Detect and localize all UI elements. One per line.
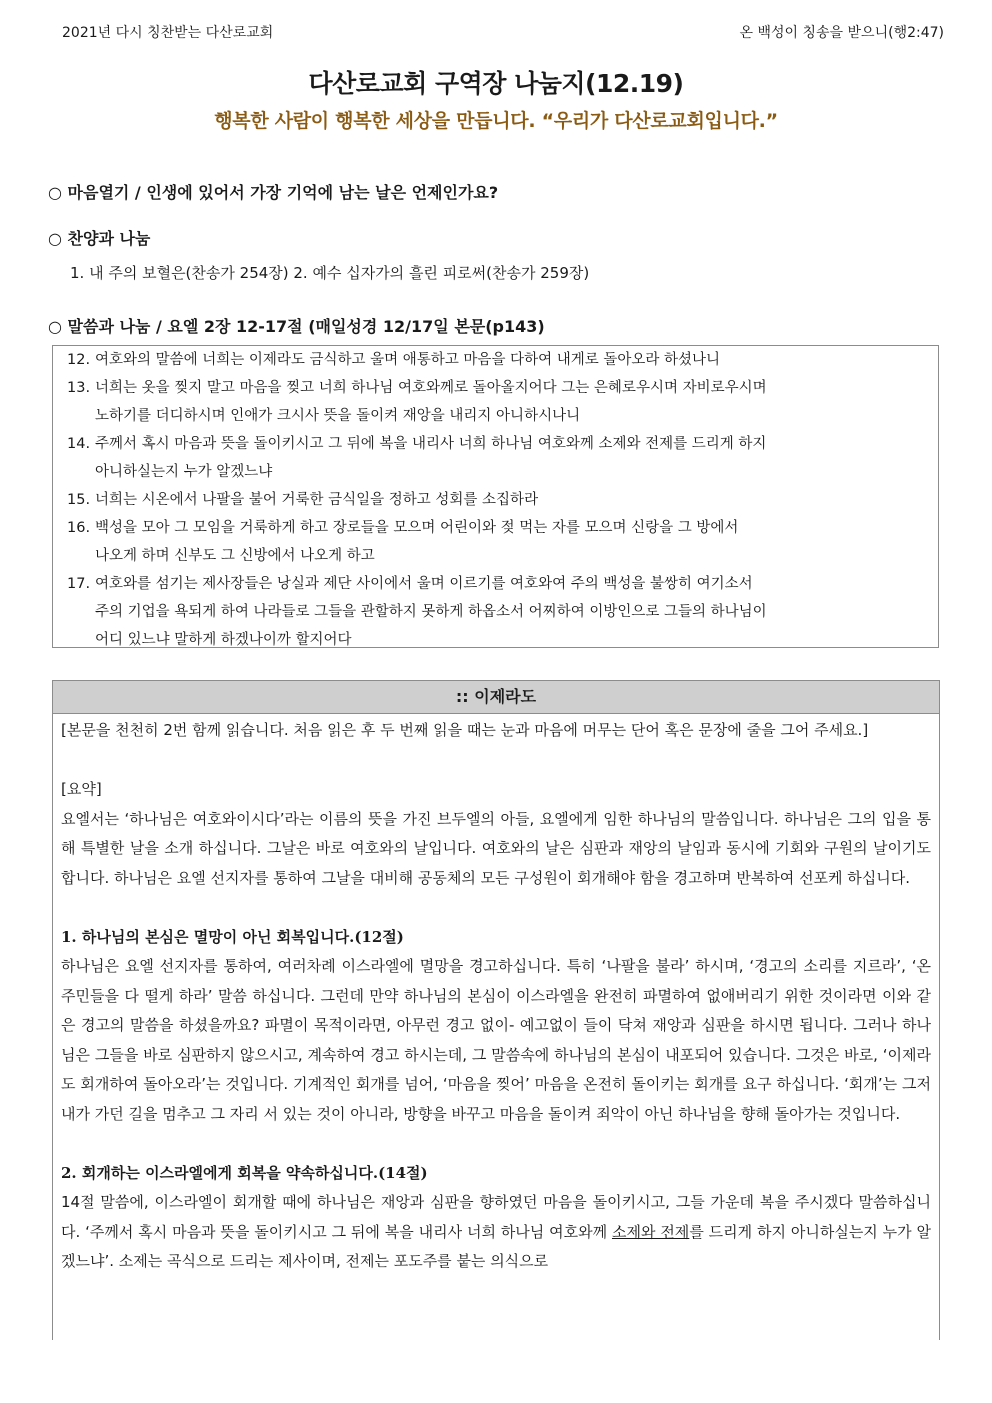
verse-17 <box>67 570 938 654</box>
commentary-box <box>52 680 940 1340</box>
verse-text: 너희는 옷을 찢지 말고 마음을 찢고 너희 하나님 여호와께로 돌아올지어다 그는 은혜로우시며 자비로우시며 <box>95 380 767 396</box>
verse-text: 주께서 혹시 마음과 뜻을 돌이키시고 그 뒤에 복을 내리사 너희 하나님 여호와께 소제와 전제를 드리게 하지 <box>95 436 767 452</box>
verse-number: 13. <box>67 380 91 396</box>
verse-text-cont: 나오게 하며 신부도 그 신방에서 나오게 하고 <box>95 548 375 564</box>
verse-text-cont: 노하기를 더디하시며 인애가 크시사 뜻을 돌이켜 재앙을 내리지 아니하시나니 <box>95 408 581 424</box>
verse-text: 너희는 시온에서 나팔을 불어 거룩한 금식일을 정하고 성회를 소집하라 <box>95 492 539 508</box>
verse-text-cont: 주의 기업을 욕되게 하여 나라들로 그들을 관할하지 못하게 하옵소서 어찌하여 이방인으로 그들의 하나님이 <box>95 604 767 620</box>
point2-underlined: 소제와 전제 <box>611 1222 690 1241</box>
verse-15 <box>67 486 938 514</box>
verse-text-cont: 아니하실는지 누가 알겠느냐 <box>95 464 273 480</box>
hymn-list: 1. 내 주의 보혈은(찬송가 254장) 2. 예수 십자가의 흘린 피로써(찬송가 259장) <box>70 264 590 282</box>
verse-text: 여호와의 말씀에 너희는 이제라도 금식하고 울며 애통하고 마음을 다하여 내게로 돌아오라 하셨나니 <box>95 352 720 368</box>
page-subtitle: 행복한 사람이 행복한 세상을 만듭니다. “우리가 다산로교회입니다.” <box>214 110 778 132</box>
verse-13 <box>67 374 938 430</box>
point2-text-b: 를 드리게 하지 아니하실는지 누가 알겠느냐’. 소제는 곡식으로 드리는 제사이며, 전제는 포도주를 붙는 의식으로 <box>61 1222 931 1270</box>
page-title: 다산로교회 구역장 나눔지(12.19) <box>308 69 684 98</box>
point1-title: 1. 하나님의 본심은 멸망이 아닌 회복입니다.(12절) <box>61 927 404 946</box>
commentary-intro: [본문을 천천히 2번 함께 읽습니다. 처음 읽은 후 두 번째 읽을 때는 눈과 마음에 머무는 단어 혹은 문장에 줄을 그어 주세요.] <box>61 721 869 739</box>
section-opening: ○ 마음열기 / 인생에 있어서 가장 기억에 남는 날은 언제인가요? <box>48 183 499 202</box>
point1-paragraph: 하나님은 요엘 선지자를 통하여, 여러차례 이스라엘에 멸망을 경고하십니다. 특히 ‘나팔을 불라’ 하시며, ‘경고의 소리를 지르라’, ‘온 주민들을 다 떨게 하라’ 말씀 하십니다. 그런데 만약 하나님의 본심이 이스라엘을 완전히 파멸하여 없애버리기 위한 것이라면 이와 같은 경고의 말씀을 하셨을까요? 파멸이 목적이라면, 아무런 경고 없이- 예고없이 들이 닥쳐 재앙과 심판을 하시면 됩니다. 그러나 하나님은 그들을 바로 심판하지 않으시고, 계속하여 경고 하시는데, 그 말씀속에 하나님의 본심이 내포되어 있습니다. 그것은 바로, ‘이제라도 회개하여 돌아오라’는 것입니다. 기계적인 회개를 넘어, ‘마음을 찢어’ 마음을 온전히 돌이키는 회개를 요구 하십니다. ‘회개’는 그저 내가 가던 길을 멈추고 그 자리 서 있는 것이 아니라, 방향을 바꾸고 마음을 돌이켜 죄악이 아닌 하나님을 향해 돌아가는 것입니다. <box>61 957 931 1123</box>
section-praise: ○ 찬양과 나눔 <box>48 229 151 248</box>
verse-number: 14. <box>67 436 91 452</box>
point2-title: 2. 회개하는 이스라엘에게 회복을 약속하십니다.(14절) <box>61 1163 428 1182</box>
verse-text-cont: 어디 있느냐 말하게 하겠나이까 할지어다 <box>95 632 352 648</box>
point2-paragraph <box>61 1188 931 1277</box>
verse-number: 15. <box>67 492 91 508</box>
point2-text-a: 14절 말씀에, 이스라엘이 회개할 때에 하나님은 재앙과 심판을 향하였던 마음을 돌이키시고, 그들 가운데 복을 주시겠다 말씀하십니다. ‘주께서 혹시 마음과 뜻을 돌이키시고 그 뒤에 복을 내리사 너희 하나님 여호와께 <box>61 1193 931 1241</box>
summary-paragraph: 요엘서는 ‘하나님은 여호와이시다’라는 이름의 뜻을 가진 브두엘의 아들, 요엘에게 임한 하나님의 말씀입니다. 하나님은 그의 입을 통해 특별한 날을 소개 하십니다. 그날은 바로 여호와의 날입니다. 여호와의 날은 심판과 재앙의 날임과 동시에 기회와 구원의 날이기도 합니다. 하나님은 요엘 선지자를 통하여 그날을 대비해 공동체의 모든 구성원이 회개해야 함을 경고하며 반복하여 선포케 하십니다. <box>61 809 931 887</box>
verse-text: 백성을 모아 그 모임을 거룩하게 하고 장로들을 모으며 어린이와 젖 먹는 자를 모으며 신랑을 그 방에서 <box>95 520 739 536</box>
commentary-body <box>53 714 939 1277</box>
verse-number: 12. <box>67 352 91 368</box>
verse-number: 16. <box>67 520 91 536</box>
summary-label: [요약] <box>61 780 102 798</box>
commentary-heading: :: 이제라도 <box>53 681 939 714</box>
verse-number: 17. <box>67 576 91 592</box>
verse-14 <box>67 430 938 486</box>
header-left-text: 2021년 다시 칭찬받는 다산로교회 <box>62 25 274 41</box>
scripture-box <box>52 345 939 648</box>
header-right-text: 온 백성이 칭송을 받으니(행2:47) <box>739 25 944 41</box>
section-word: ○ 말씀과 나눔 / 요엘 2장 12-17절 (매일성경 12/17일 본문(p143) <box>48 317 545 336</box>
verse-text: 여호와를 섬기는 제사장들은 낭실과 제단 사이에서 울며 이르기를 여호와여 주의 백성을 불쌍히 여기소서 <box>95 576 753 592</box>
verse-16 <box>67 514 938 570</box>
verse-12 <box>67 346 938 374</box>
